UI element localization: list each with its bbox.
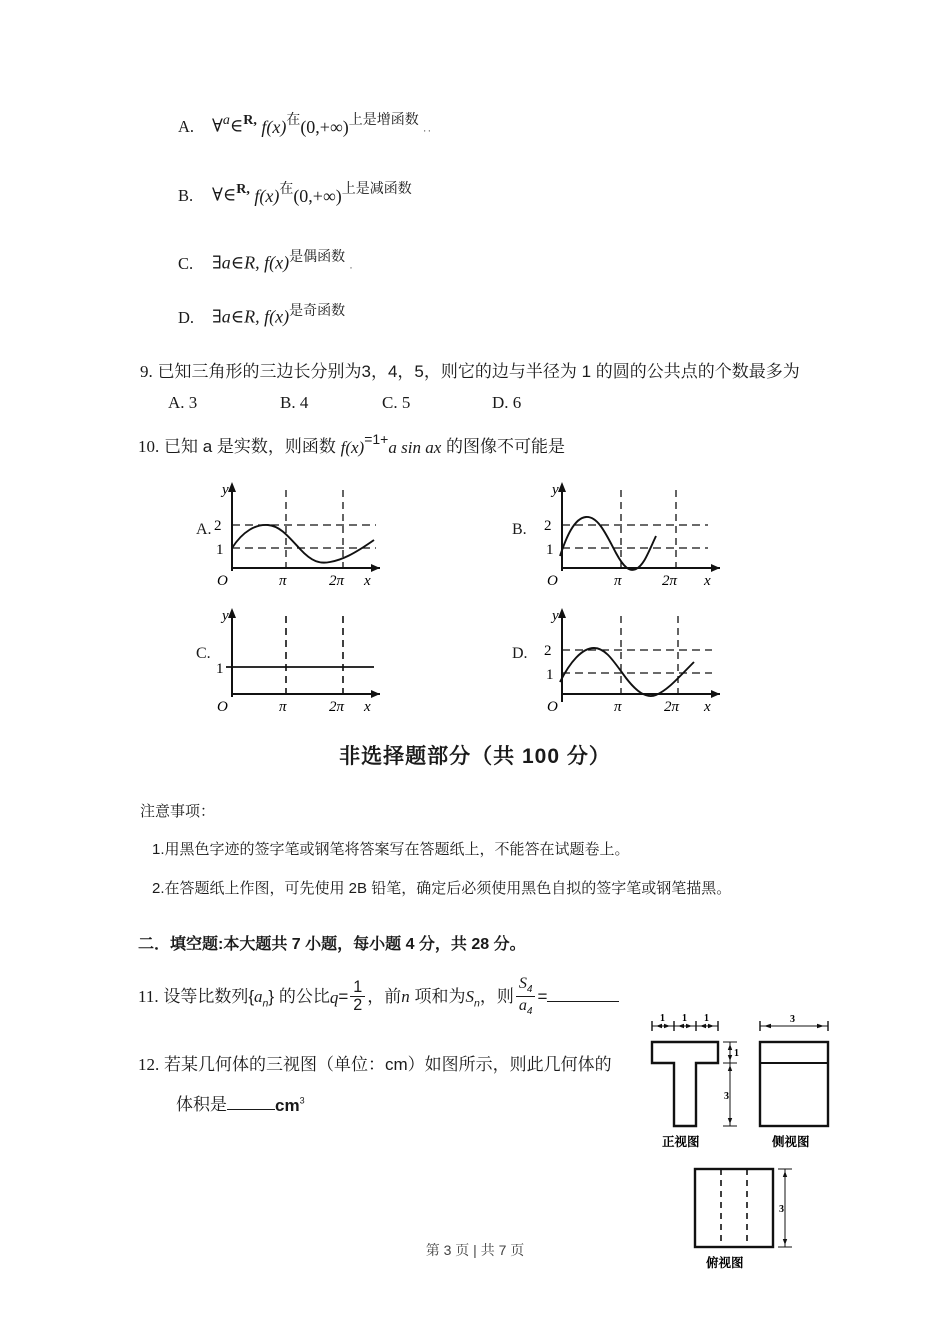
graph-b-label: B. [512,521,527,538]
q11-text-b: 的公比 [278,987,330,1007]
graph-c-svg [196,594,391,714]
target-fraction [516,975,536,1018]
tick-label-2: 2 [214,518,222,534]
tick-label-1: 1 [546,667,554,683]
option-content [212,112,433,136]
graph-a-label: A. [196,521,212,538]
q10-stem-part2: 的图像不可能是 [445,437,565,456]
target-denominator [516,997,536,1018]
fraction-denominator: 2 [353,995,363,1014]
side-dim-arrow-l [764,1024,771,1029]
q11-text-c: ，前 [367,987,402,1007]
y-axis-arrow [228,482,236,492]
graph-d-label: D. [512,645,528,662]
denominator-a: a [518,996,527,1014]
function-fx: f(x) [261,117,287,138]
set-r: R, [243,113,257,128]
function-fx: f(x) [254,186,280,207]
q12-line1 [138,1050,612,1075]
x-axis-label: x [364,699,371,714]
set-r: R, [244,252,260,273]
front-dim-1b: 1 [682,1013,687,1024]
y-axis-label: y [222,482,229,498]
choice-letter: A. [168,393,185,412]
dim-arrow-f [708,1024,714,1028]
q10-formula [340,431,446,458]
option-content [212,181,412,205]
front-view-right-dims [723,1042,739,1126]
option-letter: A. [178,116,195,136]
dim-arrow-d [686,1024,692,1028]
x-axis-arrow [711,690,720,698]
q8-option-d[interactable] [178,303,345,328]
top-dim-3: 3 [779,1204,784,1215]
interval: (0,+∞) [293,186,342,207]
y-axis-arrow [558,608,566,618]
top-dim-arrow-up [783,1171,787,1177]
notes-item-2: 2.在答题纸上作图，可先使用 2B 铅笔，确定后必须使用黑色自拟的签字笔或钢笔描黑。 [152,880,732,897]
q10-number: 10. [138,437,160,456]
variable-a: a [221,252,231,273]
element-of-symbol: ∈ [230,252,245,273]
unit-exponent: 3 [299,1095,305,1106]
x-axis-arrow [711,564,720,572]
function-fx: f(x) [264,252,290,273]
option-content [212,249,354,272]
graph-d-svg [536,594,731,714]
graph-b [536,468,731,593]
q11-text-d: 项和为 [414,987,466,1007]
tick-label-1: 1 [546,542,554,558]
choice-letter: B. [280,393,296,412]
q11-sequence: $\{a_n\}$ [248,987,275,1010]
choice-letter: C. [382,393,398,412]
trailing-dots: .. [423,122,433,135]
top-view-outline [695,1169,773,1247]
option-tail: 是奇函数 [289,302,346,318]
q11-number: 11. [138,987,159,1007]
dim-arrow-h1-dn [728,1055,732,1061]
element-of-symbol: ∈ [230,306,245,327]
x-axis-arrow [371,564,380,572]
exists-symbol: ∃ [212,252,222,273]
unit-cm: cm [275,1096,300,1116]
origin-label: O [547,573,558,588]
tick-label-2pi: 2π [329,699,345,714]
graph-b-svg [536,468,731,588]
graph-c [196,594,391,719]
notes-item-1: 1.用黑色字迹的签字笔或钢笔将答案写在答题纸上，不能答在试题卷上。 [152,841,630,858]
q10-stem [138,432,565,457]
q11-ratio [329,977,367,1014]
formula-equals: =1+ [364,431,389,448]
dim-arrow-b [664,1024,670,1028]
tick-label-2pi: 2π [662,573,678,588]
front-dim-1c: 1 [704,1013,709,1024]
origin-label: O [217,573,228,588]
tick-label-pi: π [279,573,287,588]
graph-a-svg [196,468,391,588]
section-heading: 非选择题部分（共 100 分） [339,745,611,768]
target-equals: = [537,987,548,1007]
origin-label: O [217,699,228,714]
q9-choice-a[interactable] [168,393,280,413]
tick-label-2: 2 [544,643,552,659]
dim-arrow-a [656,1024,662,1028]
fraction-numerator: 1 [350,979,365,997]
dim-arrow-e [700,1024,706,1028]
notes-title: 注意事项： [140,803,216,820]
q9-choices [168,393,521,413]
sum-sub: n [473,997,480,1010]
variable-a: a [222,113,230,128]
y-axis-label: y [552,608,559,624]
origin-label: O [547,699,558,714]
three-view-figure [640,1004,850,1309]
q9-choice-d[interactable] [492,393,521,413]
option-letter: D. [178,307,195,327]
front-view-outline [652,1042,718,1126]
y-axis-arrow [558,482,566,492]
ratio-fraction [350,979,365,1014]
graph-a [196,468,391,593]
variable-a: a [221,306,231,327]
set-r: R, [236,182,250,197]
side-dim-arrow-r [817,1024,824,1029]
option-letter: C. [178,253,194,273]
sequence-sub: n [262,997,269,1010]
q12-unit [275,1095,305,1114]
q11 [138,975,619,1018]
q12-text-line2: 体积是 [176,1095,227,1114]
option-tail: 上是减函数 [341,180,412,196]
target-numerator [516,975,536,997]
set-r: R, [244,306,260,327]
dim-arrow-h1-up [728,1044,732,1050]
tick-label-2pi: 2π [329,573,345,588]
element-of-symbol: ∈ [229,115,244,136]
tick-label-2pi: 2π [664,699,680,714]
dim-arrow-c [678,1024,684,1028]
y-axis-arrow [228,608,236,618]
q9-stem-text: 已知三角形的三边长分别为3，4，5，则它的边与半径为 1 的圆的公共点的个数最多为 [157,362,800,381]
dim-arrow-h3-dn [728,1118,732,1124]
q8-option-b[interactable] [178,181,412,206]
q11-target [514,975,620,1018]
front-view-top-dims [652,1013,718,1031]
zai-char: 在 [286,111,301,127]
q12-line2 [176,1090,305,1115]
side-view-caption: 侧视图 [772,1135,810,1149]
q11-n: n [401,987,410,1007]
curve [232,525,374,563]
tick-label-pi: π [614,573,622,588]
tick-label-2: 2 [544,518,552,534]
choice-value: 4 [299,393,309,412]
side-view-top-dim [760,1014,828,1031]
tick-label-pi: π [614,699,622,714]
formula-fx: f(x) [340,438,365,458]
interval: (0,+∞) [300,117,349,138]
q8-option-c[interactable] [178,249,354,274]
zai-char: 在 [279,180,294,196]
ratio-equals: = [338,987,349,1007]
q11-text-e: ，则 [479,987,514,1007]
q11-text-a: 设等比数列 [163,987,249,1007]
sequence-a: a [254,987,263,1007]
forall-symbol: ∀ [212,115,223,136]
side-dim-3: 3 [790,1014,795,1025]
q9-choice-c[interactable] [382,393,492,413]
graph-d [536,594,731,719]
q11-sum [465,987,480,1010]
front-dim-1a: 1 [660,1013,665,1024]
top-view-right-dim [778,1169,792,1247]
element-of-symbol: ∈ [222,184,237,205]
q9-choice-b[interactable] [280,393,382,413]
tick-label-1: 1 [216,542,224,558]
front-view-caption: 正视图 [662,1135,700,1149]
ratio-q: q [329,988,339,1008]
answer-blank-volume[interactable] [227,1095,275,1110]
x-axis-label: x [364,573,371,588]
denominator-sub: 4 [526,1006,533,1018]
choice-letter: D. [492,393,509,412]
q12-number: 12. [138,1055,160,1074]
y-axis-label: y [552,482,559,498]
q8-option-a[interactable] [178,112,433,137]
choice-value: 5 [401,393,411,412]
side-view-outline [760,1042,828,1126]
exists-symbol: ∃ [212,306,222,327]
page-footer: 第 3 页 | 共 7 页 [425,1242,525,1258]
front-dim-height-3: 3 [724,1091,729,1102]
answer-blank[interactable] [547,987,619,1002]
tick-label-1: 1 [216,661,224,677]
option-tail: 上是增函数 [348,111,419,127]
option-letter: B. [178,185,194,205]
option-tail: 是偶函数 [289,248,346,264]
curve [560,648,694,696]
numerator-sub: 4 [526,984,533,996]
option-content [212,303,345,326]
top-view-caption: 俯视图 [706,1256,744,1270]
numerator-S: S [518,975,527,992]
q9-stem [140,357,800,382]
front-dim-height-1: 1 [734,1048,739,1059]
q12-text-line1: 若某几何体的三视图（单位：cm）如图所示，则此几何体的 [163,1055,612,1074]
function-fx: f(x) [264,306,290,327]
x-axis-label: x [704,573,711,588]
section2-heading: 二．填空题:本大题共 7 小题，每小题 4 分，共 28 分。 [138,936,526,953]
trailing-dots: . [349,259,355,272]
tick-label-pi: π [279,699,287,714]
dim-arrow-h3-up [728,1065,732,1071]
forall-symbol: ∀ [212,184,223,205]
y-axis-label: y [222,608,229,624]
sum-S: S [465,987,474,1007]
x-axis-label: x [704,699,711,714]
formula-rest: a sin ax [388,438,442,458]
choice-value: 3 [188,393,198,412]
q9-number: 9. [140,362,153,381]
q10-stem-part1: 已知 a 是实数，则函数 [163,437,336,456]
choice-value: 6 [512,393,522,412]
x-axis-arrow [371,690,380,698]
graph-c-label: C. [196,645,211,662]
